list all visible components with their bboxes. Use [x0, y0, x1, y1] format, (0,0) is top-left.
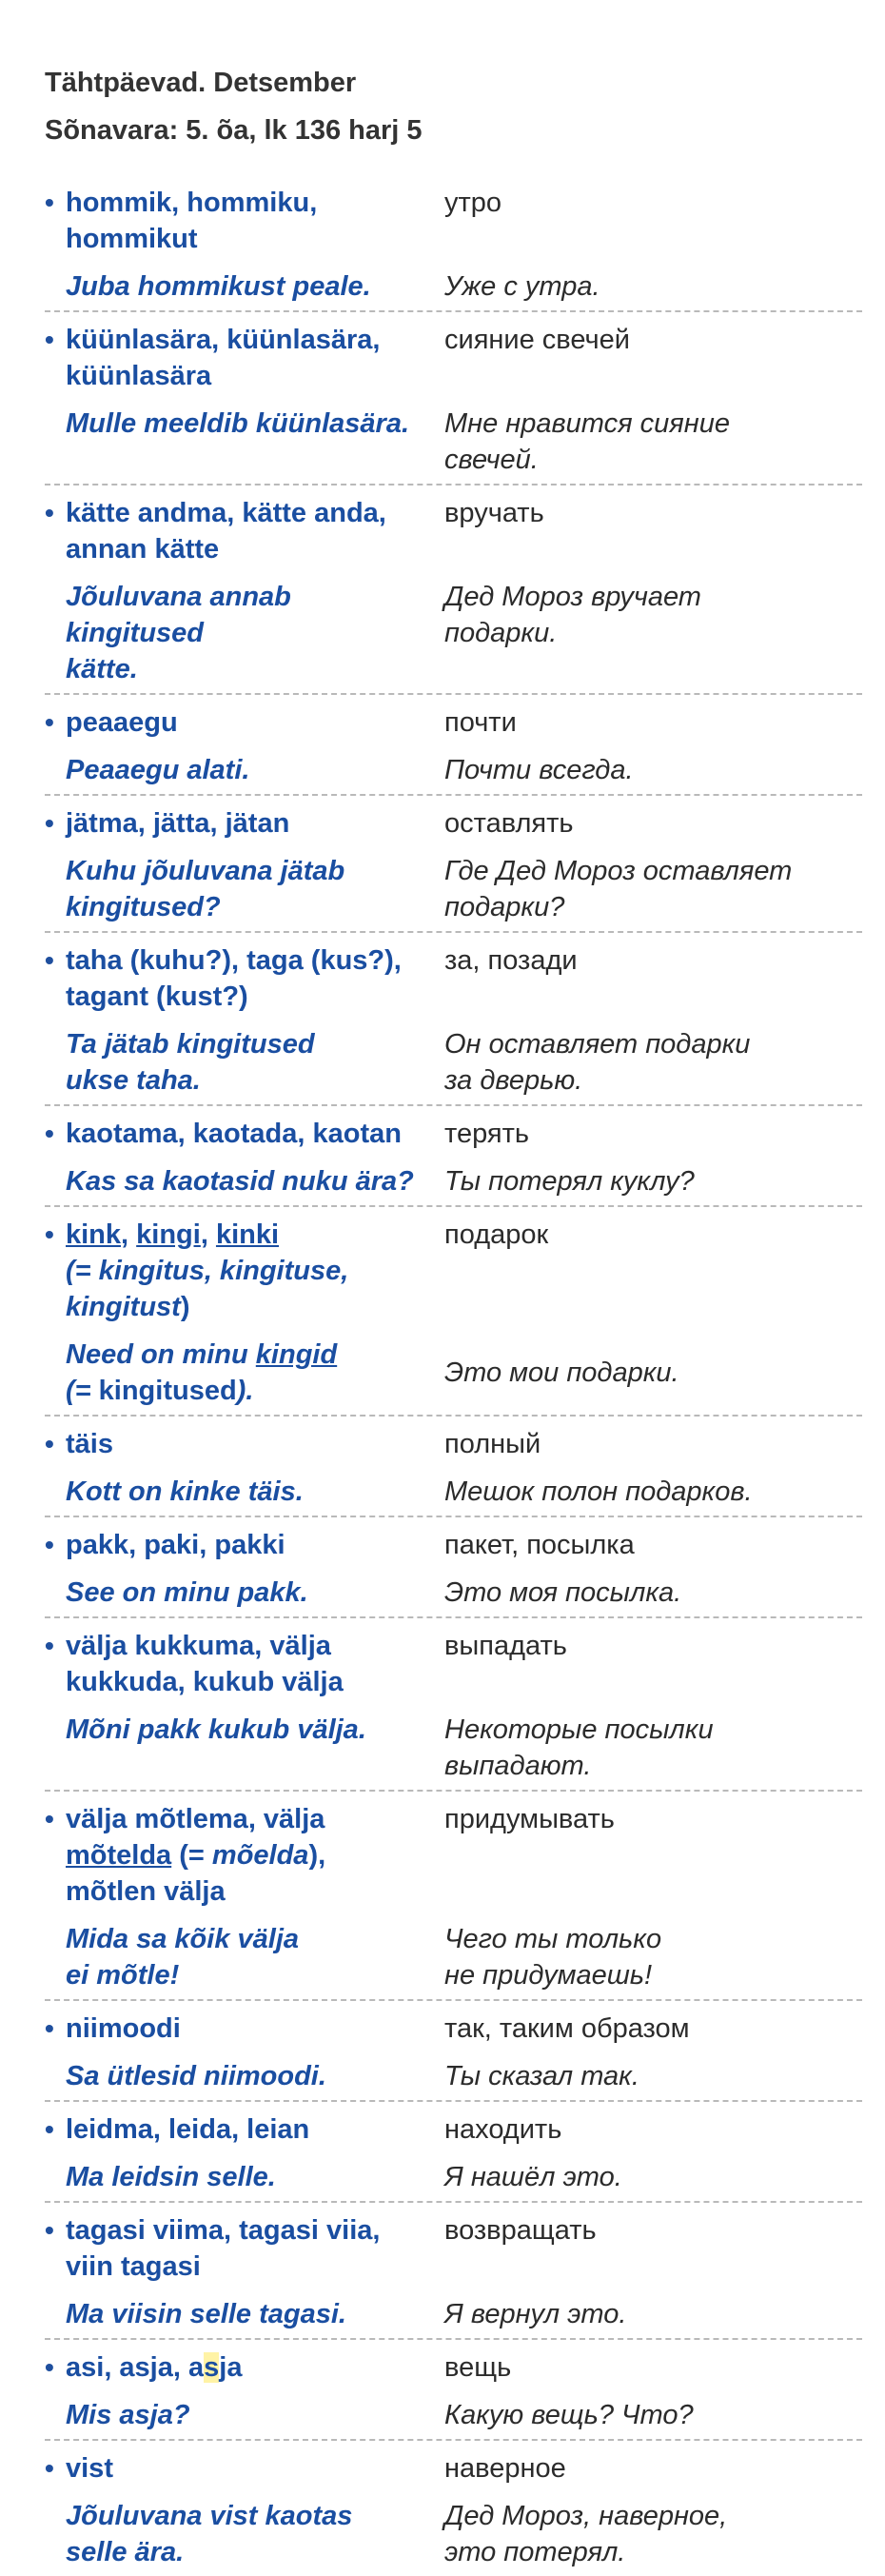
bullet: • — [45, 808, 54, 838]
estonian-example: Jõuluvana vist kaotas selle ära. — [66, 2501, 353, 2567]
estonian-example: Mida sa kõik välja ei mõtle! — [66, 1924, 300, 1991]
estonian-example: Ta jätab kingitused ukse taha. — [66, 1029, 315, 1096]
estonian-example: Mõni pakk kukub välja. — [66, 1714, 366, 1745]
bullet: • — [45, 2215, 54, 2245]
russian-example: Какую вещь? Что? — [444, 2400, 694, 2430]
estonian-example: Kas sa kaotasid nuku ära? — [66, 1166, 414, 1197]
russian-example: Где Дед Мороз оставляет подарки? — [444, 856, 793, 922]
estonian-word: taha (kuhu?), taga (kus?), tagant (kust?) — [66, 945, 402, 1012]
estonian-word: kätte andma, kätte anda, annan kätte — [66, 498, 386, 565]
vocab-entry — [45, 2441, 862, 2576]
estonian-example: Kott on kinke täis. — [66, 1476, 304, 1507]
vocab-entry — [45, 2001, 862, 2102]
russian-example: Уже с утра. — [444, 271, 600, 302]
russian-example: Он оставляет подарки за дверью. — [444, 1029, 751, 1096]
bullet: • — [45, 1429, 54, 1458]
estonian-word: välja mõtlema, välja mõtelda (= mõelda), mõtlen välja — [66, 1804, 326, 1907]
bullet: • — [45, 498, 54, 527]
russian-translation: терять — [444, 1119, 529, 1149]
russian-translation: придумывать — [444, 1804, 615, 1834]
russian-example: Ты потерял куклу? — [444, 1166, 695, 1197]
russian-translation: вещь — [444, 2352, 512, 2383]
estonian-word: vist — [66, 2453, 113, 2484]
bullet: • — [45, 2453, 54, 2483]
vocab-entry — [45, 1106, 862, 1207]
vocab-entry — [45, 1618, 862, 1792]
russian-example: Дед Мороз, наверное, это потерял. — [444, 2501, 728, 2567]
russian-example: Некоторые посылки выпадают. — [444, 1714, 714, 1781]
vocab-entry — [45, 1517, 862, 1618]
estonian-example: See on minu pakk. — [66, 1577, 308, 1608]
estonian-word: tagasi viima, tagasi viia, viin tagasi — [66, 2215, 381, 2282]
russian-example: Я вернул это. — [444, 2299, 627, 2329]
russian-example: Дед Мороз вручает подарки. — [444, 582, 701, 648]
bullet: • — [45, 707, 54, 737]
estonian-example: Juba hommikust peale. — [66, 271, 371, 302]
bullet: • — [45, 2114, 54, 2144]
estonian-word: pakk, paki, pakki — [66, 1530, 285, 1560]
estonian-example: Sa ütlesid niimoodi. — [66, 2061, 326, 2091]
russian-example: Я нашёл это. — [444, 2162, 622, 2192]
russian-translation: подарок — [444, 1219, 549, 1250]
bullet: • — [45, 1530, 54, 1559]
russian-example: Это мои подарки. — [444, 1357, 679, 1388]
vocab-entry — [45, 175, 862, 312]
russian-example: Это моя посылка. — [444, 1577, 682, 1608]
bullet: • — [45, 1631, 54, 1660]
estonian-example: Need on minu kingid (= kingitused). — [66, 1339, 338, 1406]
russian-example: Почти всегда. — [444, 755, 634, 785]
estonian-word: asi, asja, asja — [66, 2352, 243, 2383]
russian-translation: за, позади — [444, 945, 578, 976]
estonian-example: Mis asja? — [66, 2400, 190, 2430]
russian-example: Мешок полон подарков. — [444, 1476, 753, 1507]
russian-translation: полный — [444, 1429, 541, 1459]
estonian-example: Ma viisin selle tagasi. — [66, 2299, 346, 2329]
russian-translation: почти — [444, 707, 517, 738]
bullet: • — [45, 945, 54, 975]
vocab-entry — [45, 1792, 862, 2001]
russian-translation: так, таким образом — [444, 2013, 690, 2044]
vocab-entry — [45, 2102, 862, 2203]
estonian-example: Jõuluvana annab kingitused kätte. — [66, 582, 291, 684]
vocabulary-list — [45, 175, 862, 2576]
bullet: • — [45, 2013, 54, 2043]
vocab-entry — [45, 2203, 862, 2340]
estonian-example: Ma leidsin selle. — [66, 2162, 276, 2192]
russian-translation: вручать — [444, 498, 544, 528]
russian-translation: утро — [444, 188, 502, 218]
vocab-entry — [45, 695, 862, 796]
bullet: • — [45, 325, 54, 354]
russian-translation: сияние свечей — [444, 325, 630, 355]
bullet: • — [45, 1804, 54, 1833]
estonian-example: Kuhu jõuluvana jätab kingitused? — [66, 856, 345, 922]
vocab-entry — [45, 933, 862, 1106]
russian-example: Ты сказал так. — [444, 2061, 639, 2091]
estonian-example: Mulle meeldib küünlasära. — [66, 408, 409, 439]
russian-translation: оставлять — [444, 808, 574, 839]
russian-example: Мне нравится сияние свечей. — [444, 408, 730, 475]
bullet: • — [45, 188, 54, 217]
vocab-entry — [45, 796, 862, 933]
estonian-word: hommik, hommiku, hommikut — [66, 188, 318, 254]
estonian-example: Peaaegu alati. — [66, 755, 250, 785]
russian-translation: находить — [444, 2114, 562, 2145]
estonian-word: leidma, leida, leian — [66, 2114, 310, 2145]
estonian-word: jätma, jätta, jätan — [66, 808, 290, 839]
bullet: • — [45, 2352, 54, 2382]
vocab-entry — [45, 312, 862, 485]
estonian-word: välja kukkuma, välja kukkuda, kukub välja — [66, 1631, 344, 1697]
estonian-word: niimoodi — [66, 2013, 181, 2044]
russian-example: Чего ты только не придумаешь! — [444, 1924, 662, 1991]
bullet: • — [45, 1219, 54, 1249]
estonian-word: kink, kingi, kinki (= kingitus, kingituse, kingitust) — [66, 1219, 349, 1322]
estonian-word: küünlasära, küünlasära, küünlasära — [66, 325, 381, 391]
vocab-entry — [45, 485, 862, 695]
russian-translation: пакет, посылка — [444, 1530, 635, 1560]
russian-translation: выпадать — [444, 1631, 567, 1661]
estonian-word: peaaegu — [66, 707, 178, 738]
russian-translation: возвращать — [444, 2215, 597, 2246]
vocab-entry — [45, 1207, 862, 1417]
vocab-entry — [45, 2340, 862, 2441]
estonian-word: kaotama, kaotada, kaotan — [66, 1119, 402, 1149]
estonian-word: täis — [66, 1429, 113, 1459]
russian-translation: наверное — [444, 2453, 566, 2484]
vocab-entry — [45, 1417, 862, 1517]
page-subtitle: Sõnavara: 5. õa, lk 136 harj 5 — [45, 115, 423, 146]
bullet: • — [45, 1119, 54, 1148]
page-title: Tähtpäevad. Detsember — [45, 68, 357, 98]
